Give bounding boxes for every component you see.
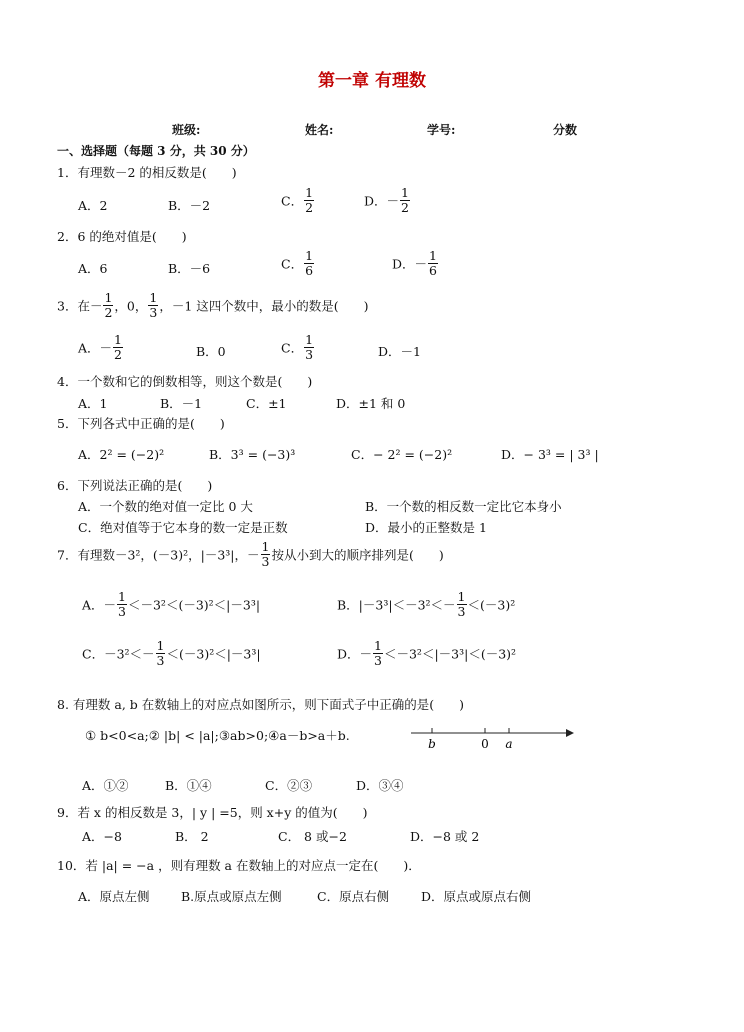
q5-option-c: C．− 2² = (−2)² [351, 447, 453, 462]
q4-option-d: D．±1 和 0 [336, 396, 406, 411]
q2-option-b: B．－6 [168, 261, 211, 276]
q4-option-a: A．1 [78, 396, 108, 411]
q4-option-c: C．±1 [246, 396, 287, 411]
q9-option-b: B． 2 [175, 829, 209, 844]
q8-option-d: D．③④ [356, 778, 404, 793]
q2-option-d: D．－ $\frac{1}{6}$ [392, 248, 437, 278]
q3-option-a: A．－ $\frac{1}{2}$ [78, 332, 122, 362]
q3-option-c: C． $\frac{1}{3}$ [281, 332, 314, 362]
arrow-right-icon [566, 729, 574, 737]
q3-option-b: B．0 [196, 344, 226, 359]
section-heading: 一、选择题（每题 3 分，共 30 分） [57, 144, 255, 158]
page-title: 第一章 有理数 [318, 71, 426, 91]
question-10: 10．若 |a| = −a ，则有理数 a 在数轴上的对应点一定在( )． [57, 858, 421, 873]
q7-option-a: A．－ $\frac{1}{3}$ ＜－3²＜(－3)²＜|－3³| [82, 589, 261, 619]
question-5: 5．下列各式中正确的是( ) [57, 416, 225, 431]
q9-option-c: C． 8 或−2 [278, 829, 347, 844]
q7-option-b: B．|－3³|＜－3²＜－ $\frac{1}{3}$ ＜(－3)² [337, 589, 516, 619]
q9-option-a: A．−8 [82, 829, 122, 844]
q10-option-a: A．原点左侧 [78, 889, 150, 904]
q7-option-d: D．－ $\frac{1}{3}$ ＜－3²＜|－3³|＜(－3)² [337, 638, 517, 668]
question-9: 9．若 x 的相反数是 3，| y | =5，则 x+y 的值为( ) [57, 805, 368, 820]
q6-option-b: B．一个数的相反数一定比它本身小 [365, 499, 562, 514]
q2-option-c: C． $\frac{1}{6}$ [281, 248, 314, 278]
q2-option-a: A．6 [78, 261, 108, 276]
q10-option-c: C．原点右侧 [317, 889, 390, 904]
question-3: 3．在－ $\frac{1}{2}$ ，0， $\frac{1}{3}$ ，－1 这四个数中，最小的数是( ) [57, 290, 369, 320]
name-field-label: 姓名: [305, 123, 334, 137]
q9-option-d: D．−8 或 2 [410, 829, 480, 844]
q6-option-d: D．最小的正整数是 1 [365, 520, 487, 535]
q8-statements: ① b<0<a;② |b| < |a|;③ab>0;④a－b>a＋b. [85, 728, 350, 743]
q8-option-c: C．②③ [265, 778, 313, 793]
class-field-label: 班级: [172, 123, 201, 137]
q8-option-b: B．①④ [165, 778, 212, 793]
question-7: 7．有理数－3²，(－3)²，|－3³|，－ $\frac{1}{3}$ 按从小到大的顺序排列是( ) [57, 539, 444, 569]
question-1: 1．有理数－2 的相反数是( ) [57, 165, 237, 180]
q1-option-a: A．2 [78, 198, 108, 213]
question-2: 2．6 的绝对值是( ) [57, 229, 187, 244]
score-field-label: 分数 [553, 123, 578, 137]
q7-option-c: C．－3²＜－ $\frac{1}{3}$ ＜(－3)²＜|－3³| [82, 638, 261, 668]
q6-option-c: C．绝对值等于它本身的数一定是正数 [78, 520, 288, 535]
question-8: 8. 有理数 a, b 在数轴上的对应点如图所示，则下面式子中正确的是( ) [57, 697, 465, 712]
q10-option-d: D．原点或原点右侧 [421, 889, 532, 904]
question-4: 4．一个数和它的倒数相等，则这个数是( ) [57, 374, 313, 389]
q4-option-b: B．－1 [160, 396, 203, 411]
q5-option-b: B．3³ = (−3)³ [209, 447, 296, 462]
id-field-label: 学号: [427, 123, 456, 137]
q6-option-a: A．一个数的绝对值一定比 0 大 [78, 499, 253, 514]
q3-option-d: D．－1 [378, 344, 421, 359]
q1-option-d: D．－ $\frac{1}{2}$ [364, 185, 409, 215]
question-6: 6．下列说法正确的是( ) [57, 478, 213, 493]
number-line-figure [408, 722, 578, 752]
label-a: a [505, 737, 513, 751]
q10-option-b: B.原点或原点左侧 [181, 889, 282, 904]
label-b: b [428, 737, 436, 751]
q1-option-c: C． $\frac{1}{2}$ [281, 185, 314, 215]
q8-option-a: A．①② [82, 778, 129, 793]
q5-option-a: A．2² = (−2)² [78, 447, 165, 462]
q1-option-b: B．－2 [168, 198, 211, 213]
label-0: 0 [481, 737, 489, 751]
q5-option-d: D．− 3³ = | 3³ | [501, 447, 599, 462]
